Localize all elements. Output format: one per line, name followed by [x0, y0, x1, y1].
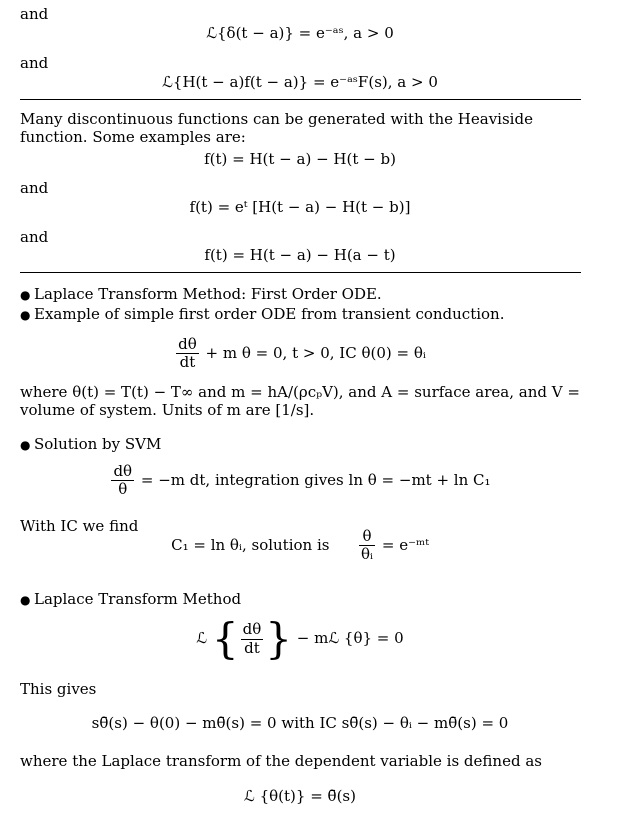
- bullet-laplace-method: [20, 590, 580, 608]
- text-where-defined: where the Laplace transform of the dependent variable is defined as: [20, 752, 542, 770]
- equation-solution-left: C₁ = ln θᵢ, solution is: [171, 535, 330, 554]
- horizontal-rule-2: [20, 272, 581, 273]
- bullet-first-order-ode: [20, 285, 580, 303]
- bullet-text: Laplace Transform Method: First Order ODE.: [34, 285, 382, 303]
- text-and-4: and: [20, 228, 49, 246]
- equation-svm: [0, 463, 600, 499]
- equation-transformed: sθ̄(s) − θ(0) − mθ̄(s) = 0 with IC sθ̄(s) − θᵢ − mθ̄(s) = 0: [91, 714, 509, 732]
- fraction-denominator: dt: [179, 353, 196, 372]
- text-and-3: and: [20, 179, 49, 197]
- text-and-1: and: [20, 5, 49, 23]
- bullet-icon: ●: [20, 593, 31, 607]
- bullet-icon: ●: [20, 438, 31, 452]
- fraction-dtheta-theta: [111, 463, 134, 499]
- equation-ode: [0, 336, 600, 372]
- equation-example-1: f(t) = H(t − a) − H(t − b): [204, 150, 396, 168]
- equation-definition: ℒ {θ(t)} = θ̄(s): [244, 787, 356, 805]
- fraction-numerator: dθ: [242, 620, 262, 639]
- equation-svm-rest: = −m dt, integration gives ln θ = −mt + ln C₁: [140, 470, 491, 489]
- fraction-numerator: θ: [359, 528, 375, 546]
- equation-example-2: f(t) = eᵗ [H(t − a) − H(t − b)]: [189, 198, 411, 216]
- fraction-denominator: dt: [244, 638, 260, 657]
- text-and-2: and: [20, 54, 49, 72]
- equation-laplace-delta: ℒ{δ(t − a)} = e⁻ᵃˢ, a > 0: [206, 24, 394, 42]
- bullet-text: Laplace Transform Method: [34, 590, 242, 608]
- fraction-dtheta-dt-2: [241, 621, 264, 657]
- equation-example-3: f(t) = H(t − a) − H(a − t): [204, 246, 396, 264]
- bullet-icon: ●: [20, 288, 31, 302]
- left-brace-icon: {: [211, 614, 239, 663]
- equation-laplace-ode-rest: − mℒ {θ} = 0: [296, 629, 404, 647]
- bullet-icon: ●: [20, 308, 31, 322]
- paragraph-heaviside-intro: Many discontinuous functions can be generated with the Heaviside function. Some examples are:: [20, 110, 533, 146]
- fraction-numerator: dθ: [113, 462, 133, 480]
- horizontal-rule-1: [20, 99, 581, 100]
- bullet-solution-svm: [20, 435, 580, 453]
- fraction-denominator: θᵢ: [361, 545, 374, 564]
- equation-solution: [0, 528, 600, 564]
- paragraph-variable-definitions: where θ(t) = T(t) − T∞ and m = hA/(ρcₚV), and A = surface area, and V = volume of system. Units of m are [1/s].: [20, 383, 580, 419]
- text-with-ic: With IC we find: [20, 517, 139, 535]
- text-this-gives: This gives: [20, 680, 97, 698]
- bullet-text: Solution by SVM: [34, 435, 162, 453]
- bullet-text: Example of simple first order ODE from transient conduction.: [34, 305, 505, 323]
- equation-laplace-heaviside-shift: ℒ{H(t − a)f(t − a)} = e⁻ᵃˢF(s), a > 0: [162, 73, 438, 91]
- script-l-symbol: ℒ: [196, 629, 208, 647]
- bullet-transient-conduction: [20, 305, 580, 323]
- right-brace-icon: }: [265, 614, 292, 663]
- equation-laplace-ode: [0, 614, 600, 663]
- equation-ode-rest: + m θ = 0, t > 0, IC θ(0) = θᵢ: [205, 343, 426, 362]
- fraction-denominator: θ: [118, 480, 128, 499]
- equation-solution-right: = e⁻ᵐᵗ: [381, 535, 429, 554]
- fraction-numerator: dθ: [178, 335, 197, 353]
- fraction-theta-thetai: [359, 528, 375, 564]
- fraction-dtheta-dt: [176, 336, 199, 372]
